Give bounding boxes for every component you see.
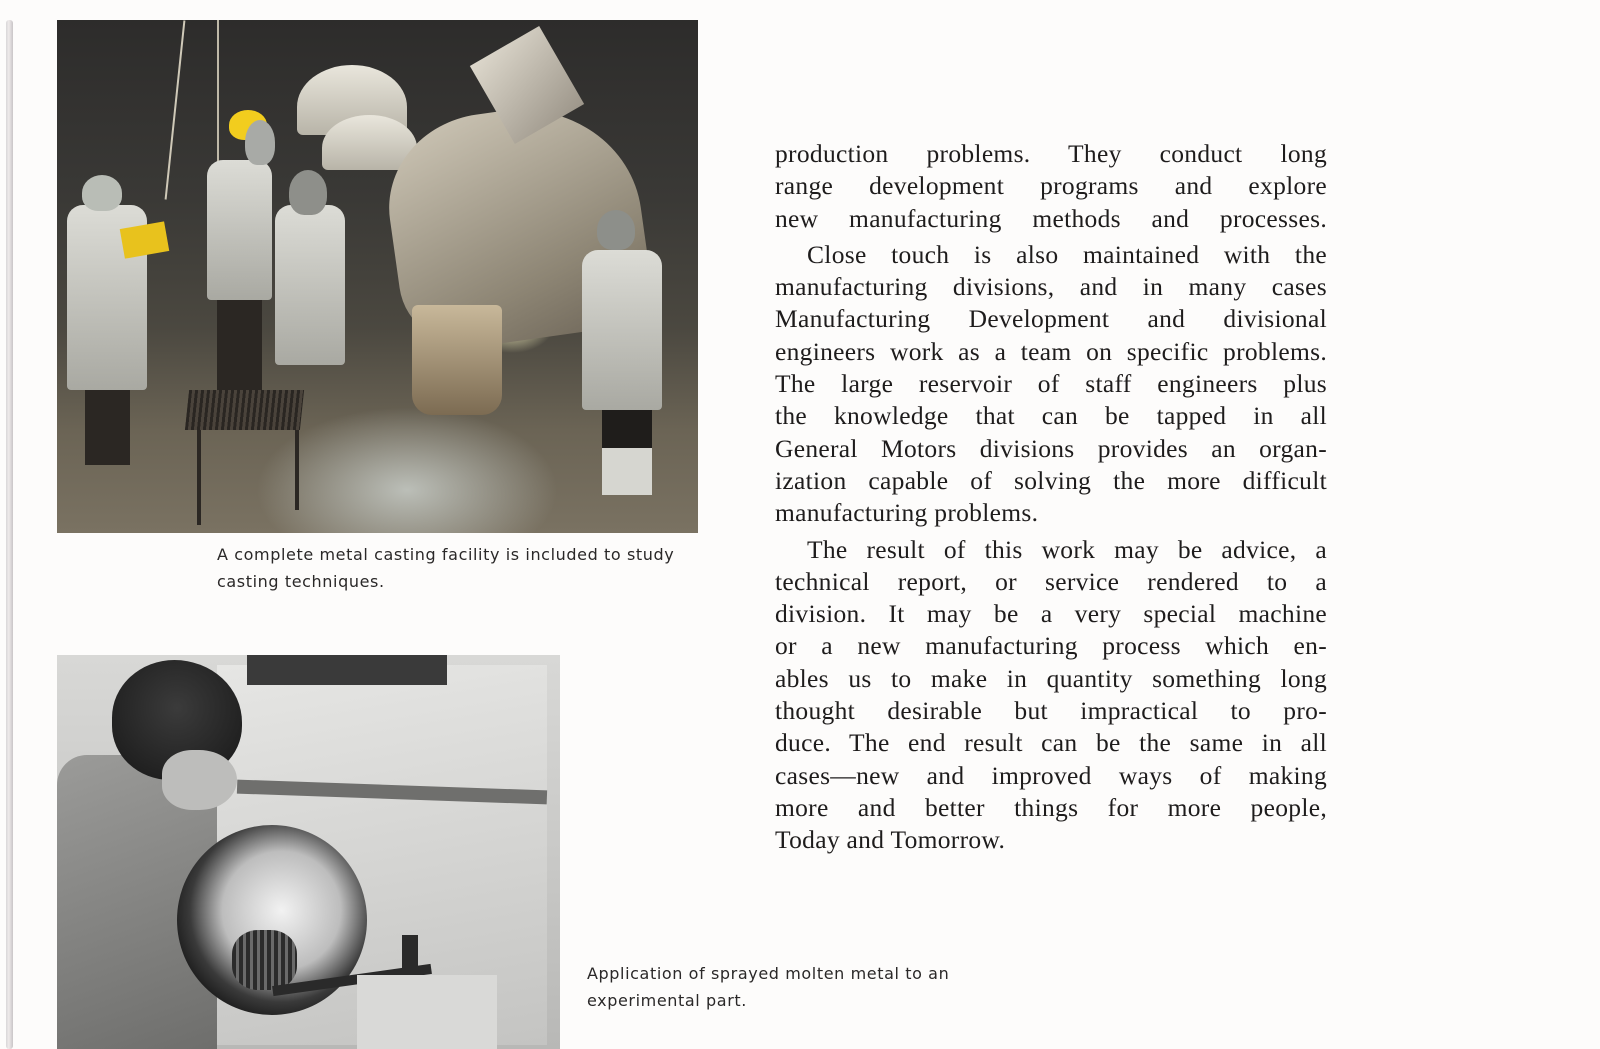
spray-photo-caption [587,960,1007,1014]
text-line: production problems. They conduct long [775,139,1327,168]
caption-line: experimental part. [587,991,747,1010]
text-line: The result of this work may be advice, a [807,534,1327,564]
cable [165,20,186,199]
text-line: ization capable of solving the more difficult [775,465,1327,495]
worker [582,250,662,410]
caption-line: A complete metal casting facility is included to study [217,545,675,564]
face-shield [245,120,275,165]
text-line: technical report, or service rendered to a [775,566,1327,596]
text-line: division. It may be a very special machine [775,599,1327,629]
paragraph [775,138,1327,235]
caption-line: Application of sprayed molten metal to an [587,964,950,983]
helmet [289,170,327,215]
worker-boots [602,410,652,495]
table-leg [295,430,299,510]
text-line: The large reservoir of staff engineers plus [775,369,1327,399]
worker-face [162,750,237,810]
text-line: the knowledge that can be tapped in all [775,401,1327,431]
paragraph [775,239,1327,530]
text-line: Close touch is also maintained with the [807,239,1327,269]
helmet [597,210,635,250]
body-text-column [775,138,1327,861]
yellow-tag [120,221,170,258]
helmet [82,175,122,211]
text-line: ables us to make in quantity something long [775,663,1327,693]
text-line: range development programs and explore [775,171,1327,201]
spray-gun [232,930,297,990]
text-line: Today and Tomorrow. [775,825,1006,855]
text-line: cases—new and improved ways of making [775,760,1327,790]
grate-table [185,390,304,430]
worker [275,205,345,365]
text-line: manufacturing problems. [775,498,1039,528]
page-binding-edge [6,20,13,1049]
text-line: more and better things for more people, [775,792,1327,822]
text-line: engineers work as a team on specific problems. [775,336,1327,366]
worker-legs [85,390,130,465]
text-line: thought desirable but impractical to pro- [775,696,1327,726]
text-line: General Motors divisions provides an organ- [775,433,1327,463]
worker [207,160,272,300]
casting-photo-caption [217,541,717,595]
text-line: or a new manufacturing process which en- [775,631,1327,661]
casting-facility-photo [57,20,698,533]
text-line: new manufacturing methods and processes. [775,203,1327,233]
caption-line: casting techniques. [217,572,385,591]
text-line: manufacturing divisions, and in many cases [775,272,1327,302]
ladle [412,305,502,415]
table-leg [197,430,201,525]
base-plate [357,975,497,1049]
text-line: Manufacturing Development and divisional [775,304,1327,334]
text-line: duce. The end result can be the same in all [775,728,1327,758]
booth-dark-top [247,655,447,685]
paragraph [775,534,1327,857]
metal-spray-photo [57,655,560,1049]
